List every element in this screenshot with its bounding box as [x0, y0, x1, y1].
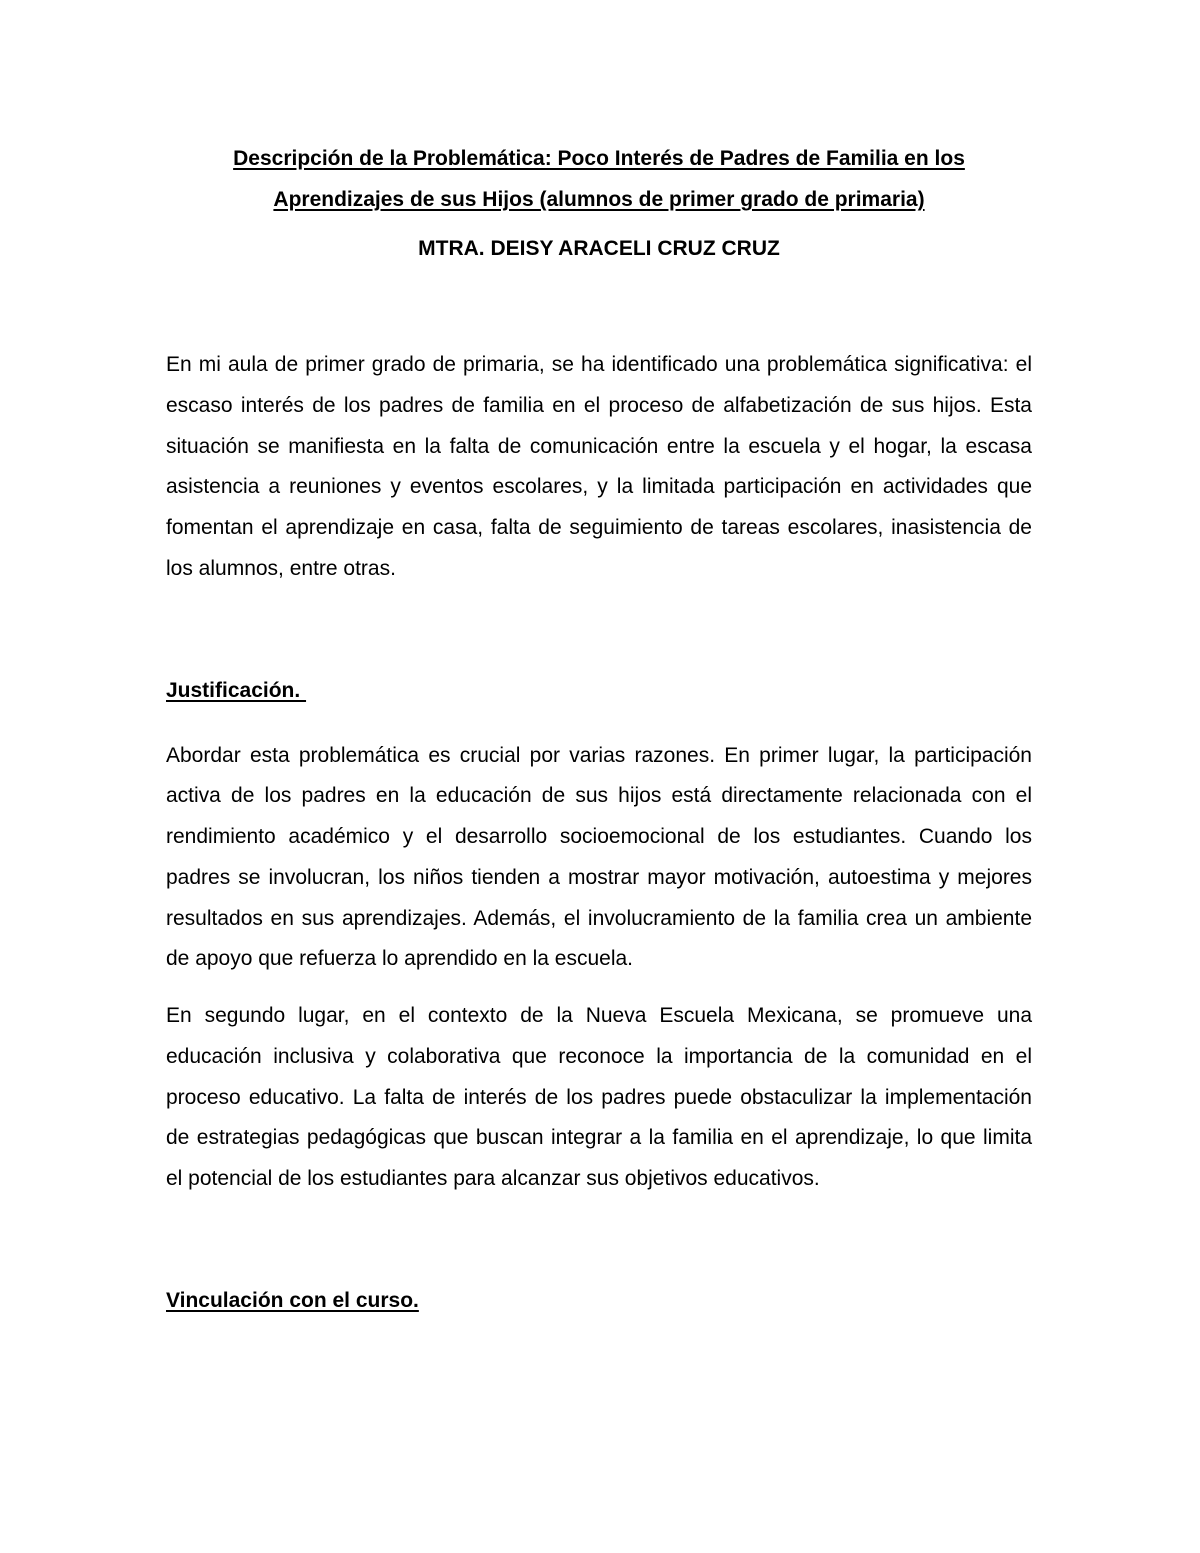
vinculacion-heading: Vinculación con el curso.: [166, 1288, 419, 1312]
document-title: Descripción de la Problemática: Poco Interés de Padres de Familia en los Aprendizajes de sus Hijos (alumnos de primer grado de primaria): [233, 147, 965, 211]
justificacion-heading: Justificación.: [166, 678, 307, 702]
justificacion-paragraph-2: En segundo lugar, en el contexto de la Nueva Escuela Mexicana, se promueve una educación inclusiva y colaborativa que reconoce la importancia de la comunidad en el proceso educativo. La falta de interés de los padres puede obstaculizar la implementación de estrategias pedagógicas que buscan integrar a la familia en el aprendizaje, lo que limita el potencial de los estudiantes para alcanzar sus objetivos educativos.: [166, 1004, 1032, 1190]
document-author: MTRA. DEISY ARACELI CRUZ CRUZ: [418, 237, 780, 260]
intro-paragraph: En mi aula de primer grado de primaria, se ha identificado una problemática significativa: el escaso interés de los padres de familia en el proceso de alfabetización de sus hijos. Esta situación se manifiesta en la falta de comunicación entre la escuela y el hogar, la escasa asistencia a reuniones y eventos escolares, y la limitada participación en actividades que fomentan el aprendizaje en casa, falta de seguimiento de tareas escolares, inasistencia de los alumnos, entre otras.: [166, 353, 1032, 580]
document-content: [166, 138, 1032, 1316]
justificacion-paragraph-1: Abordar esta problemática es crucial por varias razones. En primer lugar, la participación activa de los padres en la educación de sus hijos está directamente relacionada con el rendimiento académico y el desarrollo socioemocional de los estudiantes. Cuando los padres se involucran, los niños tienden a mostrar mayor motivación, autoestima y mejores resultados en sus aprendizajes. Además, el involucramiento de la familia crea un ambiente de apoyo que refuerza lo aprendido en la escuela.: [166, 743, 1032, 971]
